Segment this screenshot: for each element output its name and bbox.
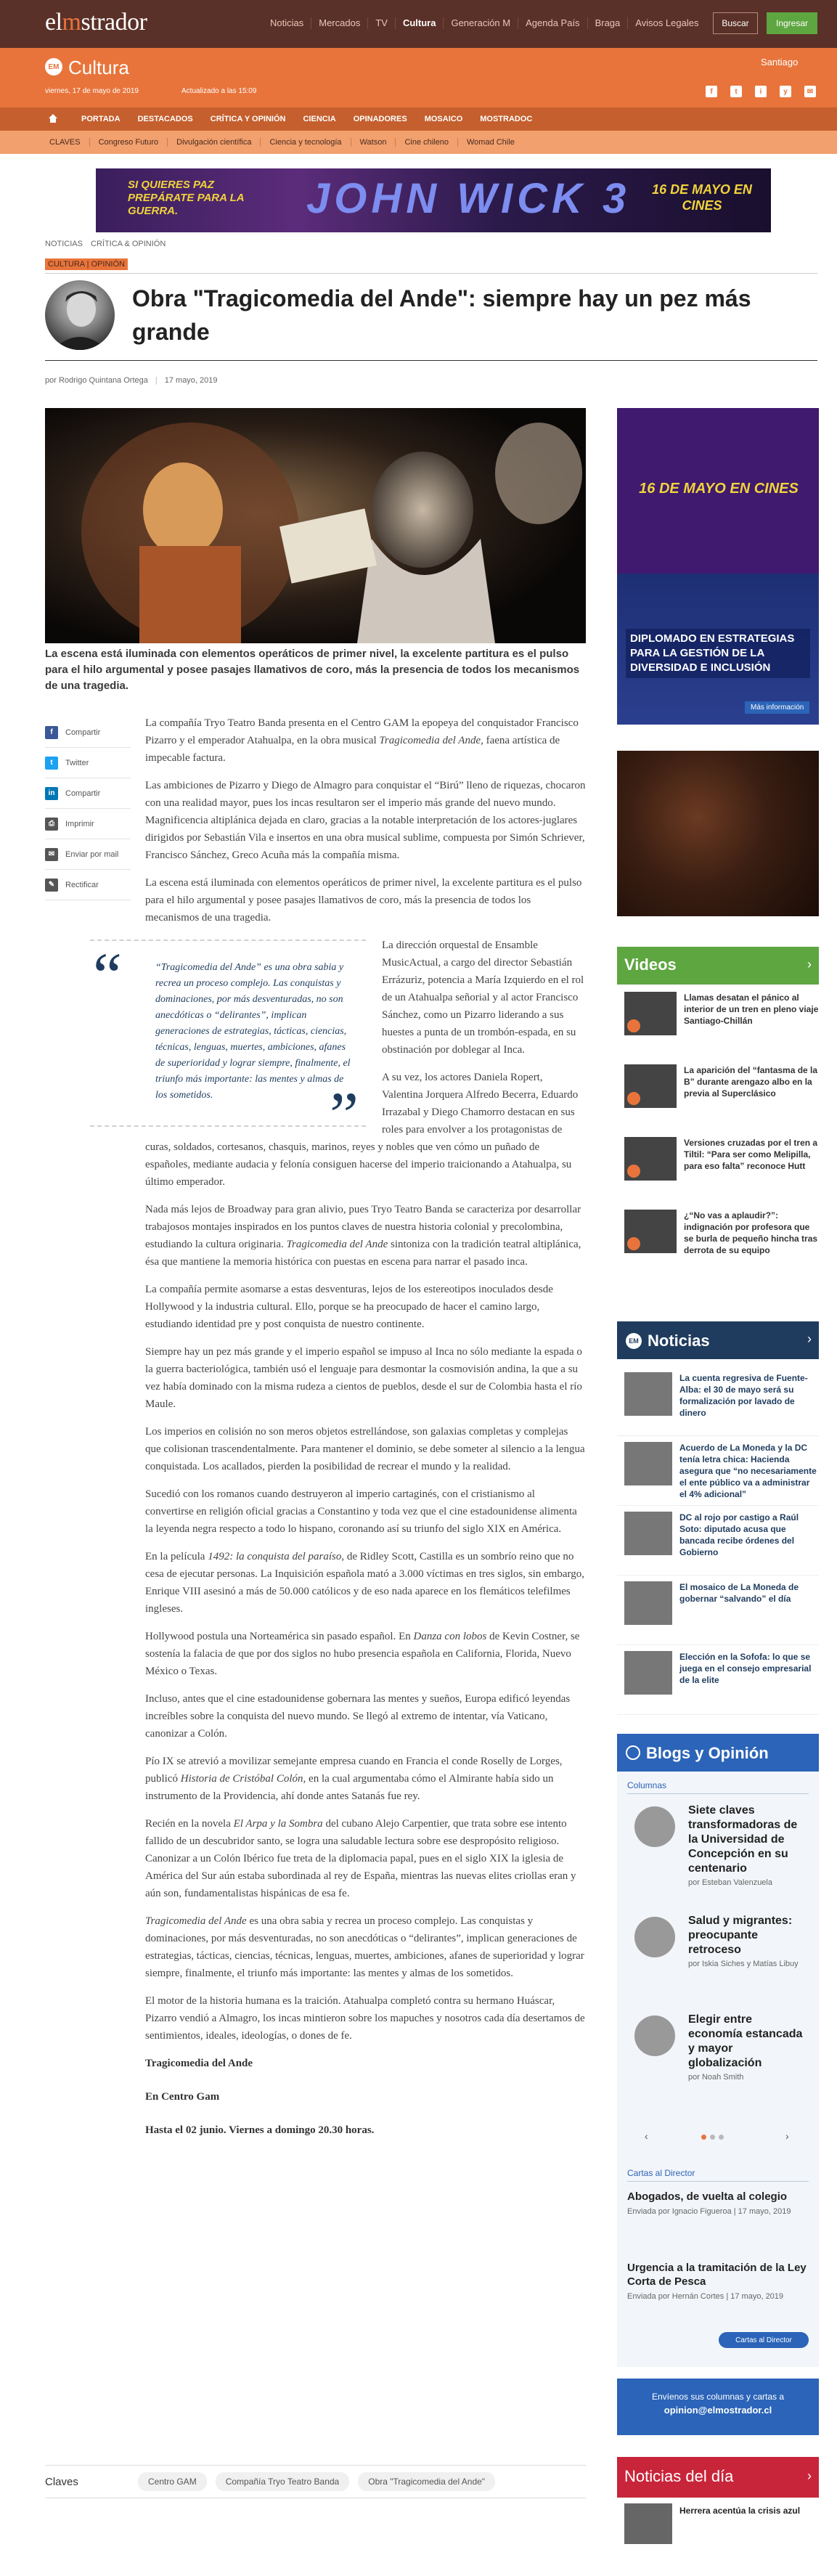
chevron-right-icon[interactable]: › xyxy=(807,1332,812,1346)
video-item[interactable] xyxy=(617,1137,819,1210)
close-quote-icon: ” xyxy=(330,1080,359,1152)
search-button[interactable]: Buscar xyxy=(713,12,758,34)
mainnav-mosaico[interactable]: MOSAICO xyxy=(424,115,463,123)
facebook-icon[interactable]: f xyxy=(706,86,717,97)
home-icon[interactable] xyxy=(48,113,58,123)
social-links xyxy=(706,86,816,97)
daily-news-title: Noticias del día xyxy=(624,2467,734,2485)
news-thumbnail xyxy=(624,1581,672,1625)
sidebar-ad-movie[interactable] xyxy=(617,408,819,574)
paragraph: La dirección orquestal de Ensamble MusicActual, a cargo del director Sebastián Errázuriz, potencia a María Izquierdo en el rol de un Atahualpa señorial y al actor Francisco Sánchez, como un Pizarro liderando a sus huestes a punta de un trombón-espada, en su obstinación por doblegar al Inca. xyxy=(382,939,584,1056)
rectify-button[interactable] xyxy=(45,870,131,900)
subnav-cine-chileno[interactable]: Cine chileno xyxy=(396,138,458,147)
author-photo xyxy=(45,280,115,350)
blog-author: por Esteban Valenzuela xyxy=(688,1878,772,1887)
topnav-noticias[interactable]: Noticias xyxy=(263,17,311,29)
letter-author: Enviada por Ignacio Figueroa | 17 mayo, 2019 xyxy=(627,2207,791,2216)
sub-navigation xyxy=(0,131,837,154)
banner-release: 16 DE MAYO EN CINES xyxy=(652,182,752,213)
paragraph: Las ambiciones de Pizarro y Diego de Almagro para conquistar el “Birú” lleno de riquezas, chocaron con una realidad mayor, pues los incas resultaron ser el imperio más grande del nuevo mundo. Magnificencia altiplánica dejada en claro, gracias a la notable interpretación de los actores-juglares dirigidos por Sebastián Vila e insertos en una obra musical sublime, compuesta por Simón Schriever, Francisco Sánchez, Greco Acuña más la compañía misma. xyxy=(145,780,586,861)
credit-venue: En Centro Gam xyxy=(145,2091,220,2103)
open-quote-icon: “ xyxy=(93,940,122,1012)
news-thumbnail xyxy=(624,1442,672,1485)
subnav-womad[interactable]: Womad Chile xyxy=(466,138,515,147)
current-date: viernes, 17 de mayo de 2019 xyxy=(45,87,139,95)
topnav-avisos-legales[interactable]: Avisos Legales xyxy=(635,17,699,28)
topnav-tv[interactable]: TV xyxy=(368,17,396,29)
article-date: 17 mayo, 2019 xyxy=(164,376,218,385)
mainnav-ciencia[interactable]: CIENCIA xyxy=(303,115,336,123)
blog-item[interactable] xyxy=(627,2013,809,2107)
pull-quote-text: “Tragicomedia del Ande” es una obra sabia y recrea un proceso complejo. Las conquistas y dominaciones, por más desventuradas, no son anecdóticas o “delirantes”, implican generaciones de estrategias, tácticas, ciencias, técnicas, lenguas, muertes, ambiciones, afanes de superioridad y lograr siempre, finalmente, el triunfo más importante: las mentes y almas de los sometidos. xyxy=(155,962,351,1101)
news-list xyxy=(617,1366,819,1715)
author-name[interactable]: por Rodrigo Quintana Ortega xyxy=(45,376,148,385)
letter-item[interactable] xyxy=(627,2261,809,2302)
share-linkedin[interactable] xyxy=(45,778,131,809)
video-thumbnail xyxy=(624,1064,677,1108)
weather-city[interactable]: Santiago xyxy=(761,57,799,68)
letter-title: Abogados, de vuelta al colegio xyxy=(627,2190,788,2203)
news-item[interactable] xyxy=(617,1645,819,1715)
ad-text: 16 DE MAYO EN CINES xyxy=(639,481,799,497)
blogs-circle-icon xyxy=(626,1745,640,1760)
article-main-image xyxy=(45,408,586,643)
keyword-chip[interactable]: Obra "Tragicomedia del Ande" xyxy=(358,2472,495,2491)
updated-time: Actualizado a las 15:09 xyxy=(181,87,257,95)
paragraph: A su vez, los actores Daniela Ropert, Valentina Jorquera Alfredo Becerra, Eduardo Irrazabal y Diego Chamorro destacan en sus roles para envolver a los protagonistas de curas, soldados, cortesanos, chasquis, marinos, reyes y nobles que ven cómo un puñado de españoles, mediante audacia y felonía consiguen hacerse del imperio traicionando a Atahualpa, su último emperador. xyxy=(145,1072,579,1188)
topnav-cultura[interactable]: Cultura xyxy=(396,17,444,29)
ad-more-info-button[interactable]: Más información xyxy=(745,701,809,714)
subnav-congreso-futuro[interactable]: Congreso Futuro xyxy=(90,138,168,147)
top-navigation xyxy=(263,17,706,29)
byline: por Rodrigo Quintana Ortega | 17 mayo, 2019 xyxy=(45,376,218,385)
youtube-icon[interactable]: y xyxy=(780,86,791,97)
news-title: Noticias xyxy=(648,1332,710,1350)
video-thumbnail xyxy=(624,992,677,1035)
videos-header[interactable] xyxy=(617,947,819,985)
keywords-bar xyxy=(45,2465,586,2498)
blog-title: Salud y migrantes: preocupante retroceso xyxy=(688,1915,793,1956)
twitter-icon: t xyxy=(45,757,58,770)
carousel-dot[interactable] xyxy=(719,2135,724,2140)
columnist-avatar xyxy=(634,1806,675,1847)
paragraph: Incluso, antes que el cine estadounidense gobernara las mentes y sueños, Europa edificó leyendas increíbles sobre la conquista del nuevo mundo. Se llegó al extremo de intentar, vía Vaticano, canonizar a Colón. xyxy=(145,1693,571,1740)
topnav-braga[interactable]: Braga xyxy=(588,17,629,29)
share-label: Imprimir xyxy=(65,819,94,828)
paragraph: Siempre hay un pez más grande y el imperio español se impuso al Inca no sólo mediante la espada o la guerra bacteriológica, también usó el lenguaje para desmontar la cosmovisión andina, la que a su vez había dominado con la misma rudeza a cientos de pueblos, desde el sur de Colombia hasta el río Maule. xyxy=(145,1346,582,1410)
blog-item[interactable] xyxy=(627,1914,809,2008)
pencil-icon: ✎ xyxy=(45,879,58,892)
email-button[interactable] xyxy=(45,839,131,870)
article-headline: Obra "Tragicomedia del Ande": siempre hay un pez más grande xyxy=(132,285,751,345)
video-item[interactable] xyxy=(617,992,819,1064)
news-headline: El mosaico de La Moneda de gobernar “salvando” el día xyxy=(679,1582,799,1604)
play-icon xyxy=(627,1237,640,1250)
letter-item[interactable] xyxy=(627,2190,809,2217)
news-logo-icon: EM xyxy=(626,1333,642,1349)
news-thumbnail xyxy=(624,1512,672,1555)
news-thumbnail xyxy=(624,1372,672,1416)
letter-title: Urgencia a la tramitación de la Ley Corta de Pesca xyxy=(627,2262,807,2288)
video-item[interactable] xyxy=(617,1064,819,1137)
paragraph: Los imperios en colisión no son meros objetos estrellándose, son galaxias completas y complejas que colisionan trascendentalmente. Para mantener el dominio, se debe someter al silencio a la lengua conquistada. Los acallados, pierden la posibilidad de recrear el mundo y la realidad. xyxy=(145,1426,585,1472)
mainnav-opinadores[interactable]: OPINADORES xyxy=(353,115,407,123)
play-icon xyxy=(627,1092,640,1105)
print-button[interactable] xyxy=(45,809,131,839)
topnav-generacion-m[interactable]: Generación M xyxy=(444,17,518,29)
paragraph: La compañía permite asomarse a estas desventuras, lejos de los estereotipos inoculados desde Hollywood y la industria cultural. Ello, porque se ha preocupado de hacer el camino largo, estudiando identidad pre y post conquista de nuestro continente. xyxy=(145,1284,553,1330)
divider xyxy=(45,360,817,361)
paragraph: Sucedió con los romanos cuando destruyeron al imperio cartaginés, con el cristianismo al convertirse en religión oficial gracias a Constantino y toda vez que el cine estadounidense alimenta la leyenda negra respecto a todo lo hispano, coronando así su triunfo del siglo XIX en América. xyxy=(145,1488,577,1535)
carousel-dot[interactable] xyxy=(710,2135,715,2140)
author-avatar xyxy=(45,280,115,350)
keyword-chip[interactable]: Compañía Tryo Teatro Banda xyxy=(216,2472,350,2491)
breadcrumb xyxy=(45,240,171,248)
mail-icon[interactable]: ✉ xyxy=(804,86,816,97)
daily-news-header[interactable] xyxy=(617,2457,819,2498)
divider xyxy=(45,273,817,274)
keywords-label: Claves xyxy=(45,2475,78,2488)
blog-item[interactable] xyxy=(627,1803,809,1898)
mainnav-destacados[interactable]: DESTACADOS xyxy=(137,115,193,123)
blogs-box xyxy=(617,1772,819,2367)
news-header[interactable] xyxy=(617,1321,819,1359)
sidebar-ad-image[interactable] xyxy=(617,751,819,916)
daily-news-item[interactable] xyxy=(617,2503,819,2547)
video-title: ¿“No vas a aplaudir?”: indignación por profesora que se burla de pequeño hincha tras derrota de su equipo xyxy=(684,1210,818,1255)
envelope-icon: ✉ xyxy=(45,848,58,861)
news-headline: Acuerdo de La Moneda y la DC tenía letra chica: Hacienda asegura que “no necesariamente el ente público va a administrar el 4% adicional” xyxy=(679,1443,817,1499)
letters-label[interactable]: Cartas al Director xyxy=(627,2168,695,2178)
news-thumbnail xyxy=(624,1651,672,1695)
video-title: La aparición del “fantasma de la B” durante arengazo albo en la previa al Superclásico xyxy=(684,1065,818,1099)
linkedin-icon: in xyxy=(45,787,58,800)
share-label: Rectificar xyxy=(65,880,99,889)
carousel-dot[interactable] xyxy=(701,2135,706,2140)
paragraph: El motor de la historia humana es la traición. Atahualpa completó contra su hermano Huáscar, Pizarro vendió a Almagro, los incas mintieron sobre los mapuches y nosotros cada día desertamos de sentimientos, ideales, ideologías, o dones de fe. xyxy=(145,1995,585,2042)
news-headline: La cuenta regresiva de Fuente-Alba: el 30 de mayo será su formalización por lavado de dinero xyxy=(679,1373,808,1418)
paragraph: Nada más lejos de Broadway para gran alivio, pues Tryo Teatro Banda se caracteriza por desarrollar trabajosos montajes inspirados en los puntos claves de nuestra historia colonial y precolombina, estudiando la cultura originaria. Tragicomedia del Ande sintoniza con la tradición teatral altiplánica, ésa que mantiene la memoria histórica con puestas en escena para narrar el pasado inca. xyxy=(145,1204,581,1268)
subnav-divulgacion[interactable]: Divulgación científica xyxy=(168,138,261,147)
paragraph: En la película 1492: la conquista del paraíso, de Ridley Scott, Castilla es un sombrío reino que no cesa de ejecutar personas. La Inquisición española mató a 3.000 víctimas en tres siglos, sin embargo, Enrique VIII asesinó a más de 50.000 católicos y de eso nada aparece en los flemáticos telefilmes ingleses. xyxy=(145,1551,584,1615)
news-headline: DC al rojo por castigo a Raúl Soto: diputado acusa que bancada recibe órdenes del Gobierno xyxy=(679,1512,799,1557)
mainnav-critica[interactable]: CRÍTICA Y OPINIÓN xyxy=(210,115,286,123)
columnist-avatar xyxy=(634,1917,675,1957)
subnav-claves[interactable]: CLAVES xyxy=(41,138,90,147)
blogs-title: Blogs y Opinión xyxy=(646,1744,769,1762)
share-label: Compartir xyxy=(65,788,101,798)
blog-title: Siete claves transformadoras de la Universidad de Concepción en su centenario xyxy=(688,1804,798,1875)
video-item[interactable] xyxy=(617,1210,819,1282)
share-tools xyxy=(45,717,131,900)
video-thumbnail xyxy=(624,1137,677,1181)
opinion-email-link[interactable]: opinion@elmostrador.cl xyxy=(664,2405,772,2416)
mainnav-mostradoc[interactable]: MOSTRADOC xyxy=(480,115,533,123)
keyword-chip[interactable]: Centro GAM xyxy=(138,2472,207,2491)
columns-label[interactable]: Columnas xyxy=(627,1780,667,1790)
print-icon: ⎙ xyxy=(45,818,58,831)
pull-quote xyxy=(90,939,366,1152)
news-item[interactable] xyxy=(617,1576,819,1645)
blogs-header[interactable] xyxy=(617,1734,819,1772)
ad-text: DIPLOMADO EN ESTRATEGIAS PARA LA GESTIÓN DE LA DIVERSIDAD E INCLUSIÓN xyxy=(626,629,810,678)
submit-opinion-box xyxy=(617,2379,819,2435)
letters-button[interactable]: Cartas al Director xyxy=(719,2332,809,2348)
theater-scene-image xyxy=(45,408,586,643)
paragraph: Tragicomedia del Ande es una obra sabia y recrea un proceso complejo. Las conquistas y dominaciones, por más desventuradas, no son anecdóticas o “delirantes”, implican generaciones de estrategias, tácticas, ciencias, técnicas, lenguas, muertes, ambiciones, afanes de superioridad y lograr siempre, finalmente, el triunfo más importante: las mentes y almas de los sometidos. xyxy=(145,1915,584,1979)
sidebar-ad-diplomado[interactable] xyxy=(617,574,819,725)
article-body xyxy=(93,714,586,2155)
news-headline: Elección en la Sofofa: lo que se juega en el consejo empresarial de la elite xyxy=(679,1652,812,1685)
paragraph: Hollywood postula una Norteamérica sin pasado español. En Danza con lobos de Kevin Costner, se sostenía la falacia de que por dos siglos no hubo presencia española en California, Florida, Nuevo México o Texas. xyxy=(145,1631,580,1677)
news-headline: Herrera acentúa la crisis azul xyxy=(679,2506,801,2516)
play-icon xyxy=(627,1019,640,1032)
credit-title: Tragicomedia del Ande xyxy=(145,2058,253,2069)
blog-title: Elegir entre economía estancada y mayor globalización xyxy=(688,2013,803,2069)
letter-author: Enviada por Hernán Cortes | 17 mayo, 2019 xyxy=(627,2292,784,2301)
paragraph: Pío IX se atrevió a movilizar semejante empresa cuando en Francia el conde Roselly de Lorges, publicó Historia de Cristóbal Colón, en la cual argumentaba cómo el Almirante había sido un instrumento de la Providencia, ahí donde antes Satanás fue rey. xyxy=(145,1756,563,1802)
site-logo[interactable]: elmstrador xyxy=(45,9,147,36)
login-button[interactable]: Ingresar xyxy=(767,12,817,34)
banner-tagline: SI QUIERES PAZ PREPÁRATE PARA LA GUERRA. xyxy=(128,179,245,217)
divider xyxy=(627,2181,809,2182)
twitter-icon[interactable]: t xyxy=(730,86,742,97)
mainnav-portada[interactable]: PORTADA xyxy=(81,115,121,123)
play-credits xyxy=(145,2055,586,2139)
news-item[interactable] xyxy=(617,1366,819,1436)
blog-author: por Noah Smith xyxy=(688,2073,744,2082)
paragraph: Recién en la novela El Arpa y la Sombra del cubano Alejo Carpentier, que trata sobre ese intento fallido de un descubridor santo, se logra una saludable lectura sobre ese despropósito religioso. Canonizar a un Colón Ibérico fue treta de la diplomacia papal, pues en el siglo XIX la iglesia de América del Sur aún estaba subordinada al rey de España, mientras las nuevas elites criollas eran y aún son, fundamentalistas hispánicas de esa fe. xyxy=(145,1818,576,1899)
share-label: Twitter xyxy=(65,758,89,767)
subnav-ciencia-tecnologia[interactable]: Ciencia y tecnología xyxy=(261,138,351,147)
submit-text: Envíenos sus columnas y cartas a xyxy=(651,2392,785,2402)
paragraph: La escena está iluminada con elementos operáticos de primer nivel, la excelente partitura es el pulso para el hilo argumental y posee pasajes llamativos de coro, más la presencia de todos los mecanismos de una tragedia. xyxy=(145,877,582,924)
banner-ad[interactable] xyxy=(96,168,771,232)
divider xyxy=(627,1793,809,1794)
section-logo-icon: EM xyxy=(45,58,62,76)
chevron-right-icon[interactable]: › xyxy=(807,2469,812,2483)
instagram-icon[interactable]: i xyxy=(755,86,767,97)
videos-list xyxy=(617,992,819,1282)
videos-title: Videos xyxy=(624,955,677,974)
breadcrumb-noticias[interactable]: NOTICIAS xyxy=(45,240,83,248)
facebook-icon: f xyxy=(45,726,58,739)
main-navigation xyxy=(0,107,837,131)
blog-author: por Iskia Siches y Matías Libuy xyxy=(688,1960,799,1968)
section-title: Cultura xyxy=(68,57,129,78)
topnav-agenda-pais[interactable]: Agenda País xyxy=(518,17,587,29)
share-twitter[interactable] xyxy=(45,748,131,778)
news-item[interactable] xyxy=(617,1436,819,1506)
video-title: Llamas desatan el pánico al interior de un tren en pleno viaje Santiago-Chillán xyxy=(684,993,819,1026)
share-label: Enviar por mail xyxy=(65,849,119,859)
chevron-right-icon[interactable]: › xyxy=(807,957,812,971)
news-item[interactable] xyxy=(617,1506,819,1576)
section-tag: CULTURA | OPINIÓN xyxy=(45,258,128,270)
video-title: Versiones cruzadas por el tren a Tiltil: “Para ser como Melipilla, para eso falta” reconoce Hutt xyxy=(684,1138,818,1171)
share-facebook[interactable] xyxy=(45,717,131,748)
breadcrumb-critica[interactable]: CRÍTICA & OPINIÓN xyxy=(91,240,166,248)
carousel-dots xyxy=(701,2135,724,2140)
columnist-avatar xyxy=(634,2015,675,2056)
news-thumbnail xyxy=(624,2503,672,2544)
banner-title: JOHN WICK 3 xyxy=(306,175,631,222)
topnav-mercados[interactable]: Mercados xyxy=(311,17,368,29)
paragraph: La compañía Tryo Teatro Banda presenta en el Centro GAM la epopeya del conquistador Francisco Pizarro y el emperador Atahualpa, en la obra musical Tragicomedia del Ande, faena artística de impecable factura. xyxy=(145,717,579,764)
video-thumbnail xyxy=(624,1210,677,1253)
play-icon xyxy=(627,1165,640,1178)
carousel-prev-icon[interactable]: ‹ xyxy=(645,2130,648,2142)
subnav-watson[interactable]: Watson xyxy=(351,138,396,147)
carousel-next-icon[interactable]: › xyxy=(785,2130,789,2142)
credit-schedule: Hasta el 02 junio. Viernes a domingo 20.30 horas. xyxy=(145,2124,375,2136)
top-bar xyxy=(0,0,837,48)
image-caption: La escena está iluminada con elementos operáticos de primer nivel, la excelente partitura es el pulso para el hilo argumental y posee pasajes llamativos de coro, más la presencia de todos los mecanismos de una tragedia. xyxy=(45,648,580,692)
share-label: Compartir xyxy=(65,727,101,737)
